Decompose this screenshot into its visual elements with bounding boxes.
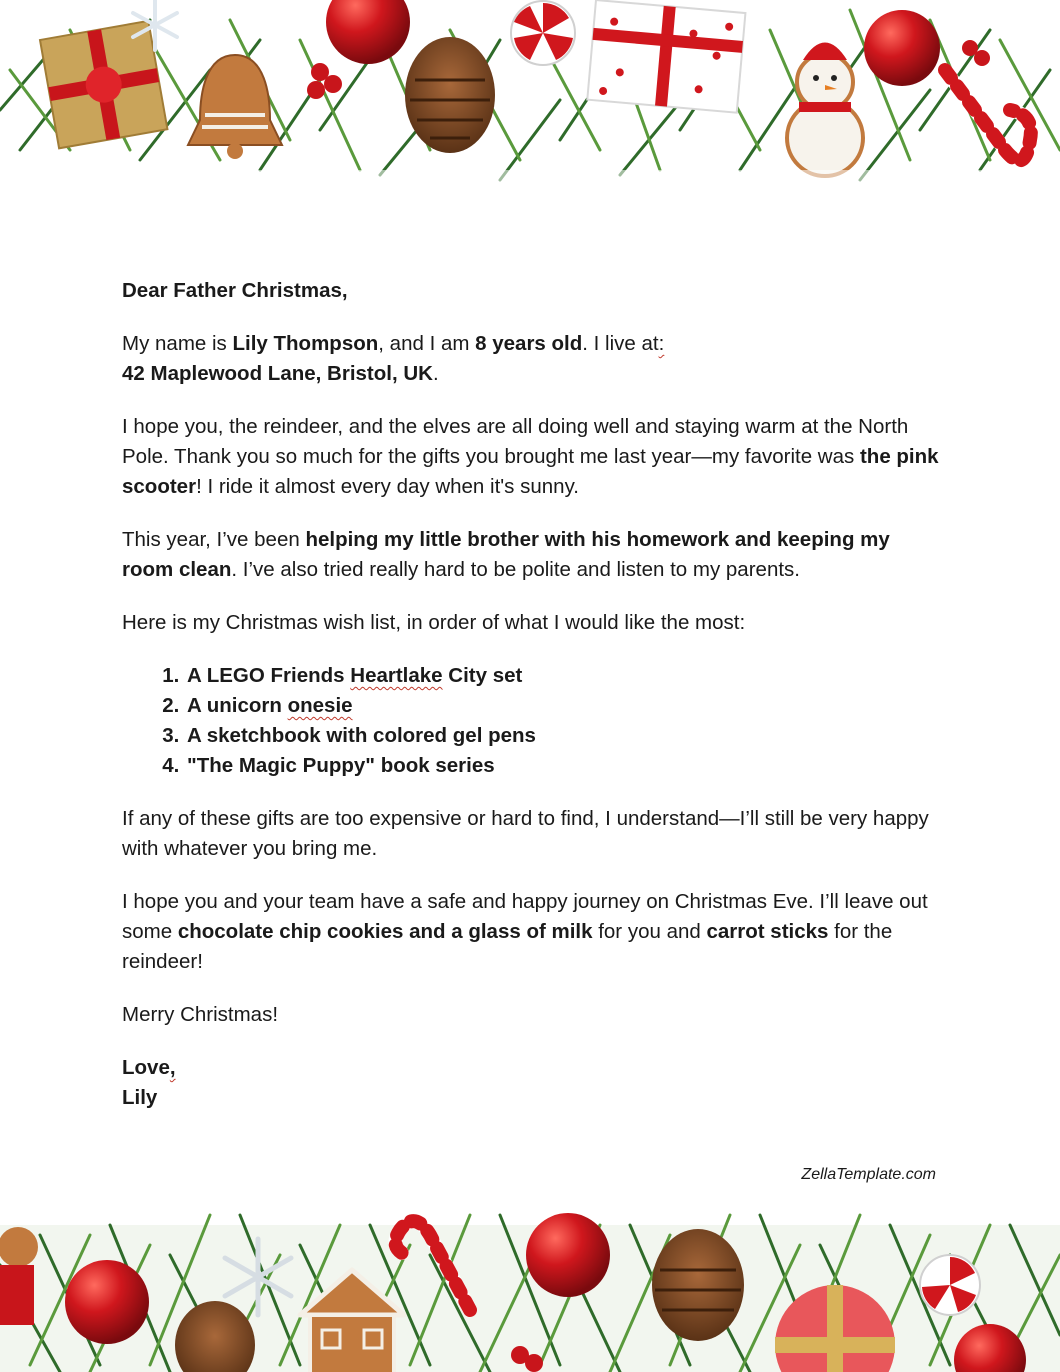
gingerbread-man [0, 1227, 38, 1325]
good-deeds: helping my little brother with his homework and keeping my room clean [122, 528, 890, 581]
wishlist-intro: Here is my Christmas wish list, in order of what I would like the most: [122, 611, 746, 634]
wish-list-item: 2. A unicorn onesie [185, 691, 942, 721]
letter-body [122, 276, 942, 1113]
pine-cone [652, 1229, 744, 1341]
treats: chocolate chip cookies and a glass of milk [177, 920, 593, 943]
red-ornament [864, 10, 940, 86]
intro-paragraph: My name is Lily Thompson, and I am 8 years old. I live at: 42 Maplewood Lane, Bristol, UK. [122, 332, 665, 385]
journey-paragraph: I hope you and your team have a safe and happy journey on Christmas Eve. I’ll leave out some chocolate chip cookies and a glass of milk for you and carrot sticks for the reindeer! [122, 890, 928, 973]
gift-box-dotted [587, 0, 745, 113]
closing-line: Merry Christmas! [122, 1003, 279, 1026]
good-deeds-paragraph: This year, I’ve been helping my little brother with his homework and keeping my room clean. I’ve also tried really hard to be polite and listen to my parents. [122, 528, 890, 581]
thank-you-paragraph: I hope you, the reindeer, and the elves are all doing well and staying warm at the North Pole. Thank you so much for the gifts you brought me last year—my favorite was the pink scooter! I ride it almost every day when it's sunny. [122, 415, 939, 498]
wish-list-item: 3. A sketchbook with colored gel pens [185, 721, 942, 751]
wish-list [122, 661, 942, 781]
child-name: Lily Thompson [232, 332, 379, 355]
understanding-paragraph: If any of these gifts are too expensive or hard to find, I understand—I’ll still be very happy with whatever you bring me. [122, 807, 929, 860]
greeting: Dear Father Christmas, [122, 279, 348, 302]
bottom-garland-border [0, 1195, 1060, 1372]
red-ornament [65, 1260, 149, 1344]
pine-cone [405, 37, 495, 153]
signoff: Love, Lily [122, 1056, 176, 1109]
template-credit: ZellaTemplate.com [801, 1166, 936, 1183]
child-age: 8 years old [475, 332, 583, 355]
signature-name: Lily [122, 1086, 158, 1109]
wish-list-item: 1. A LEGO Friends Heartlake City set [185, 661, 942, 691]
peppermint-candy [511, 1, 575, 65]
home-address: 42 Maplewood Lane, Bristol, UK [122, 362, 433, 385]
gift-box-gold [40, 21, 167, 148]
reindeer-treats: carrot sticks [706, 920, 829, 943]
favorite-gift: the pink scooter [122, 445, 939, 498]
wish-list-item: 4. "The Magic Puppy" book series [185, 751, 942, 781]
red-ornament [526, 1213, 610, 1297]
top-garland-border [0, 0, 1060, 200]
peppermint-candy [920, 1255, 980, 1315]
